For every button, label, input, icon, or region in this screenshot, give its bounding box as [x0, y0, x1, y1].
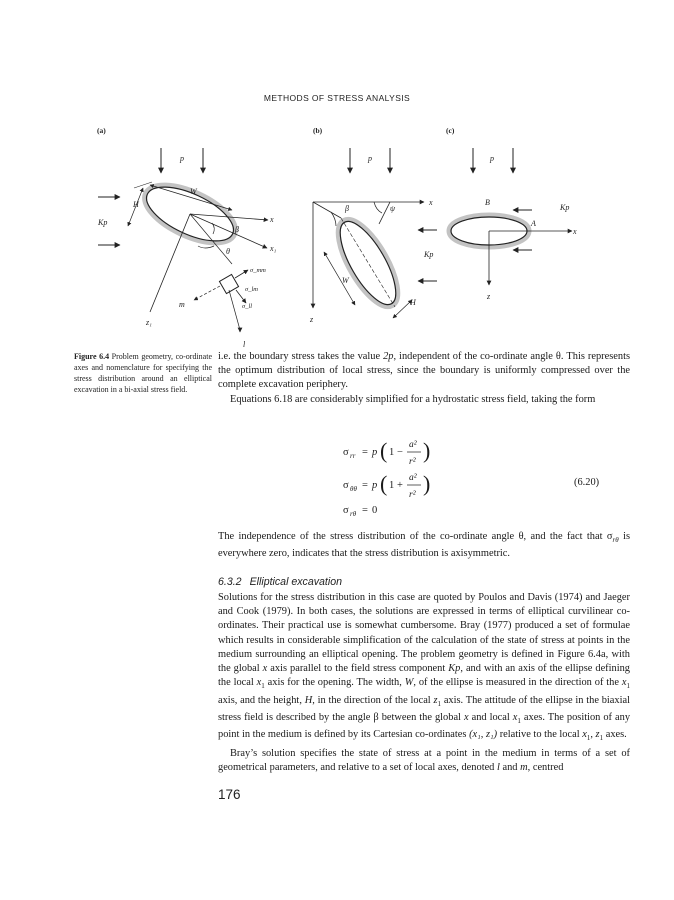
paragraph-bray-solution — [218, 747, 630, 775]
text: , and the fact that — [523, 531, 603, 542]
label-a-x: x — [270, 215, 274, 224]
panel-label-c: (c) — [446, 126, 455, 135]
text: 1 — [586, 734, 591, 743]
label-c-p: p — [490, 154, 494, 163]
text: , centred — [527, 762, 564, 774]
text: , independent of the co-ordinate angle — [393, 351, 553, 362]
caption-text: Problem geometry, co-ordinate axes and nomenclature for specifying the stress distribution around an elliptical excavation in a bi-axial stress field. — [74, 352, 212, 394]
text: x — [512, 711, 518, 723]
text: rθ — [612, 536, 619, 545]
label-a-sigma-lm: σ_lm — [245, 286, 258, 293]
text: H — [304, 694, 313, 706]
text: 1 — [261, 682, 265, 691]
text: 1 — [437, 699, 442, 708]
text: The independence of the stress distribution of the co-ordinate angle — [218, 531, 515, 542]
eq1-one: 1 — [389, 447, 395, 458]
text: axis. The attitude of the ellipse in the biaxial stress field is described by the angle — [218, 694, 630, 723]
text: relative to the local — [499, 729, 580, 741]
label-b-p: p — [368, 154, 372, 163]
text: axes. — [605, 729, 627, 741]
text: x — [463, 711, 469, 723]
label-a-sigma-ll: σ_ll — [242, 303, 253, 310]
eq1-p: p — [372, 447, 378, 458]
panel-label-b: (b) — [313, 126, 323, 135]
eq3-zero: 0 — [372, 505, 378, 516]
eq1-sub: rr — [350, 452, 356, 460]
eq1-sigma: σ — [343, 447, 349, 458]
running-header: METHODS OF STRESS ANALYSIS — [263, 93, 411, 103]
eq1-close: ) — [423, 438, 431, 463]
text: θ — [518, 531, 524, 542]
paragraph-hydrostatic: Equations 6.18 are considerably simplified for a hydrostatic stress field, taking the form — [230, 394, 596, 405]
label-c-x: x — [573, 227, 577, 236]
text: axes. The position of any point in the medium is defined by its Cartesian co-ordinates — [218, 711, 631, 741]
eq2-num: a² — [409, 473, 417, 483]
eq1-num: a² — [409, 440, 417, 450]
label-b-psi: ψ — [390, 204, 395, 213]
text: between the global — [381, 711, 461, 723]
text: , and with an axis of the ellipse defining the local — [218, 663, 631, 689]
text: axis parallel to the field stress component — [270, 663, 446, 675]
eq2-sigma: σ — [343, 480, 349, 491]
text: and local — [471, 711, 510, 723]
eq2-p: p — [372, 480, 378, 491]
label-a-Kp: Kp — [98, 218, 108, 227]
text: Bray’s solution specifies the state of stress at a point in the medium in terms of a set of geometrical parameters, and relative to a set of local axes, denoted — [218, 748, 630, 774]
text: 1 — [599, 734, 604, 743]
label-a-sigma-mm: σ_mm — [250, 267, 266, 274]
eq1-minus: − — [397, 447, 403, 458]
section-title: Elliptical excavation — [249, 576, 343, 588]
caption-label: Figure 6.4 — [74, 352, 110, 361]
text: is everywhere zero, indicates that the stress distribution is axisymmetric. — [218, 531, 630, 560]
eq2-den: r² — [409, 490, 416, 500]
label-a-H: H — [133, 200, 139, 209]
label-b-Kp: Kp — [424, 250, 434, 259]
text: 2p — [383, 351, 394, 362]
label-a-beta: β — [235, 225, 239, 234]
eq2-close: ) — [423, 471, 431, 496]
equation-number: (6.20) — [574, 477, 600, 488]
text: z — [433, 694, 438, 706]
label-c-Kp: Kp — [560, 203, 570, 212]
text: i.e. the boundary stress takes the value — [218, 351, 381, 362]
section-number: 6.3.2 — [218, 576, 242, 588]
text: l — [497, 762, 500, 774]
page-number: 176 — [218, 787, 241, 802]
label-a-l: l — [243, 340, 246, 349]
label-c-z: z — [487, 292, 491, 301]
label-a-theta: θ — [226, 247, 230, 256]
text: θ — [555, 351, 561, 362]
label-a-p: p — [180, 154, 184, 163]
section-heading — [218, 576, 342, 588]
text: , of the ellipse is measured in the direction of the — [413, 677, 619, 689]
label-c-B: B — [485, 198, 490, 207]
label-c-A: A — [531, 219, 536, 228]
text: Solutions for the stress distribution in this case are quoted by Poulos and Davis (1974) and Jaeger and Cook (1979). In both cases, the solutions are expressed in terms of elliptical curvilinear co-ordinates. Their practical use is somewhat cumbersome. Bray (1977) produced a set of formulae which results in considerable simplification of the calculation of the state of stress at points in the medium surrounding an elliptical opening. The problem geometry is defined in Figure 6.4a, with the global — [218, 592, 630, 675]
label-b-H: H — [410, 298, 416, 307]
eq2-sub: θθ — [350, 485, 357, 493]
label-b-x: x — [429, 198, 433, 207]
label-a-m: m — [179, 300, 185, 309]
text: W — [404, 677, 414, 689]
text: x — [262, 663, 268, 675]
text: Kp — [448, 663, 461, 675]
paragraph-bray-formulae: Solutions for the stress distribution in this case are quoted by Poulos and Davis (1974) and Jaeger and Cook (1979). In both cases, the solutions are expressed in terms of elliptical curvilinear co-ordinates. Their practical use is somewhat cumbersome. Bray (1977) produced a set of formulae which results in considerable simplification of the calculation of the state of stress at points in the medium surrounding an elliptical opening. The problem geometry is defined in Figure 6.4a, with the global x axis parallel to the field stress component Kp, and with an axis of the ellipse defining the local $x_1$ axis for the opening. The width, W, of the ellipse is measured in the direction of the $x_1$ axis, and the height, H, in the direction of the local $z_1$ axis. The attitude of the ellipse in the biaxial stress field is described by the angle β between the global x and local $x_1$ axes. The position of any point in the medium is defined by its Cartesian co-ordinates (x₁, z₁) relative to the local $x_1$, $z_1$ axes. — [218, 592, 631, 743]
eq1-equals: = — [362, 447, 368, 458]
label-b-beta: β — [345, 204, 349, 213]
panel-label-a: (a) — [97, 126, 106, 135]
label-a-W: W — [190, 187, 197, 196]
text: and — [502, 762, 518, 774]
eq1-den: r² — [409, 457, 416, 467]
eq2-equals: = — [362, 480, 368, 491]
eq3-sub: rθ — [350, 510, 357, 518]
text: m — [520, 762, 528, 774]
text: . This represents the optimum distribution of local stress, since the boundary is uniformly compressed over the complete excavation periphery. — [218, 351, 630, 391]
text: 1 — [626, 682, 630, 691]
label-a-z1: z₁ — [146, 318, 152, 327]
label-b-z: z — [310, 315, 314, 324]
label-a-x1: x₁ — [270, 244, 277, 253]
eq2-one: 1 — [389, 480, 395, 491]
text: x — [256, 677, 262, 689]
text: axis for the opening. The width, — [267, 677, 402, 689]
eq3-equals: = — [362, 505, 368, 516]
text: (x₁, z₁) — [469, 729, 498, 741]
text: , in the direction of the local — [312, 694, 431, 706]
eq3-sigma: σ — [343, 505, 349, 516]
eq2-plus: + — [397, 480, 403, 491]
text: x — [582, 729, 587, 741]
text: x — [621, 677, 627, 689]
eq2-open: ( — [380, 471, 388, 496]
text: σ — [606, 531, 613, 542]
eq1-open: ( — [380, 438, 388, 463]
text: z — [595, 729, 600, 741]
text: 1 — [517, 716, 521, 725]
label-b-W: W — [342, 276, 349, 285]
paragraph-axisymmetric — [218, 530, 630, 561]
text: axis, and the height, — [218, 694, 302, 706]
text: β — [373, 711, 379, 723]
